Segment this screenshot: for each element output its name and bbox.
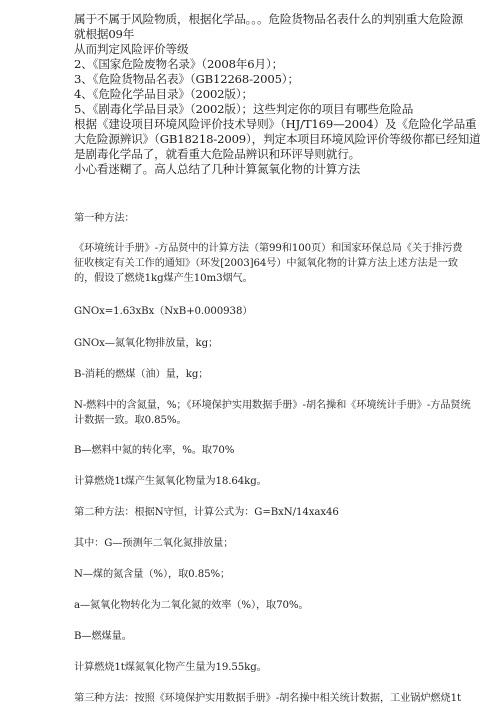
method1-desc-line-3: 的，假设了燃烧1kg煤产生10m3烟气。 [74, 273, 253, 284]
intro-line-2: 就根据09年 [74, 27, 135, 41]
definition-n2: N—煤的氮含量（%），取0.85%； [74, 569, 231, 580]
method1-desc-line-2: 征收核定有关工作的通知》（环发[2003]64号）中氮氧化物的计算方法上述方法是一致 [74, 258, 458, 269]
definition-n-line-2: 计数据一致。取0.85%。 [74, 415, 187, 426]
definition-n-line-1: N-燃料中的含氮量，%；《环境保护实用数据手册》-胡名操和《环境统计手册》-方品贤统 [74, 400, 471, 411]
intro-line-9: 大危险源辨识》（GB18218-2009），判定本项目环境风险评价等级你都已经知道 [74, 132, 481, 146]
method2-title: 第二种方法：根据N守恒，计算公式为：G=BxN/14xax46 [74, 507, 339, 518]
where-clause: 其中：G—预测年二氧化氮排放量； [74, 538, 234, 549]
formula-1: GNOx=1.63xBx（NxB+0.000938） [74, 306, 253, 317]
intro-line-1: 属于不属于风险物质，根据化学品。。。危险货物品名表什么的判别重大危险源 [74, 12, 463, 26]
method3-title: 第三种方法：按照《环境保护实用数据手册》-胡名操中相关统计数据，工业锅炉燃烧1t [74, 693, 461, 704]
method1-title: 第一种方法： [74, 213, 135, 224]
intro-line-4: 2、《国家危险废物名录》（2008年6月）； [74, 57, 284, 71]
definition-gnox: GNOx—氮氧化物排放量，kg； [74, 338, 219, 349]
result-2: 计算燃烧1t煤氮氧化物产生量为19.55kg。 [74, 662, 267, 673]
definition-b2: B—燃煤量。 [74, 631, 132, 642]
intro-line-10: 是剧毒化学品了，就看重大危险品辨识和环评导则就行。 [74, 147, 361, 161]
intro-line-11: 小心看迷糊了。高人总结了几种计算氮氧化物的计算方法 [74, 162, 361, 176]
intro-line-5: 3、《危险货物品名表》（GB12268-2005）； [74, 72, 299, 86]
definition-a: a—氮氧化物转化为二氧化氮的效率（%），取70%。 [74, 600, 309, 611]
result-1: 计算燃烧1t煤产生氮氧化物量为18.64kg。 [74, 476, 267, 487]
definition-beta: B—燃料中氮的转化率，%。取70% [74, 445, 235, 456]
method1-desc-line-1: 《环境统计手册》-方品贤中的计算方法（第99和100页）和国家环保总局《关于排污费 [74, 243, 463, 254]
intro-line-7: 5、《剧毒化学品目录》（2002版）；这些判定你的项目有哪些危险品 [74, 102, 414, 116]
definition-b: B-消耗的燃煤（油）量，kg； [74, 369, 209, 380]
intro-line-3: 从而判定风险评价等级 [74, 42, 189, 56]
intro-line-6: 4、《危险化学品目录》（2002版）； [74, 87, 253, 101]
intro-line-8: 根据《建设项目环境风险评价技术导则》（HJ/T169—2004）及《危险化学品重 [74, 117, 477, 131]
